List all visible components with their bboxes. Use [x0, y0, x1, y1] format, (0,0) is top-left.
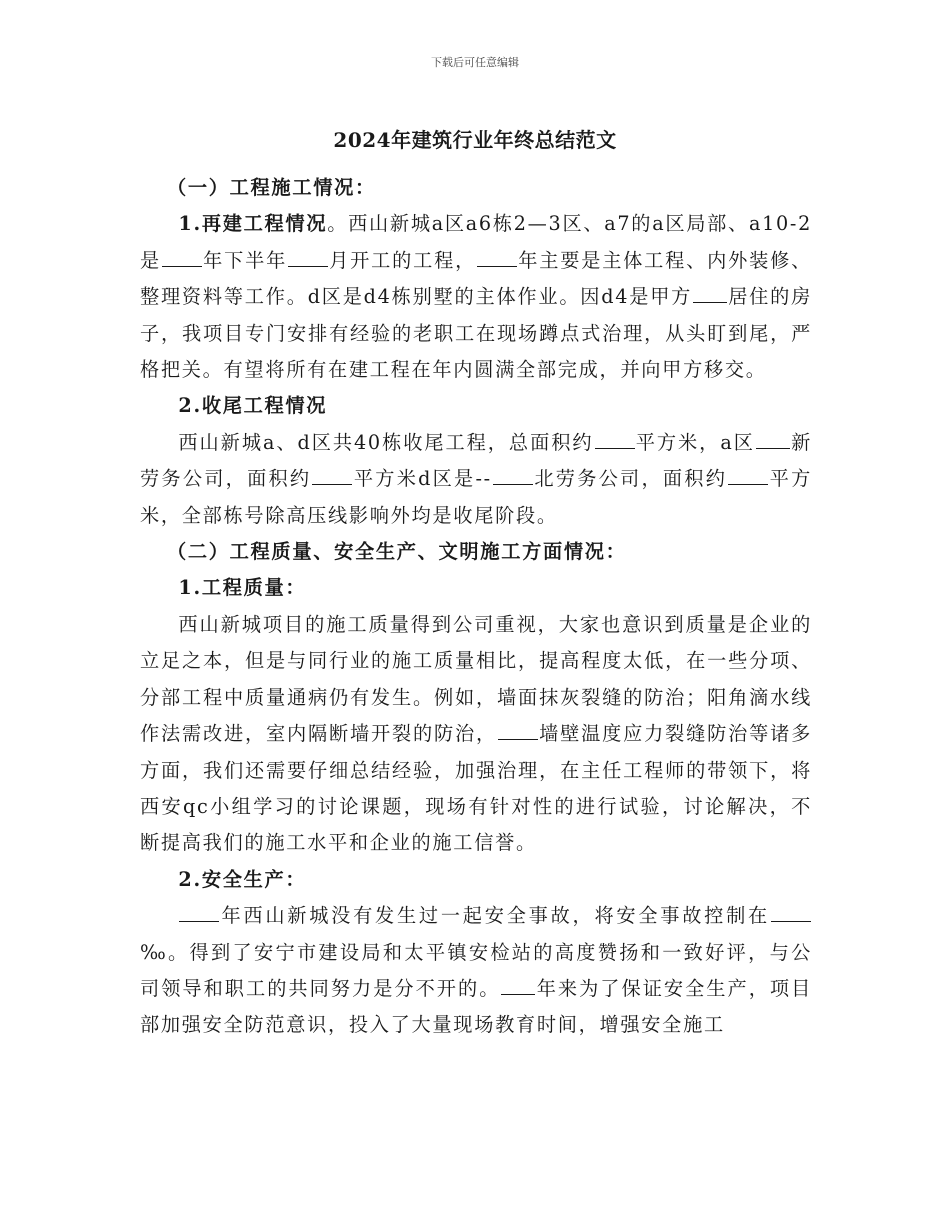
paragraph-text: 月开工的工程，	[329, 248, 477, 272]
paragraph-text: 墙壁温度应力裂缝防治等诸多方面，我们还需要仔细总结经验，加强治理，在主任工程师的带领下，将西安qc小组学习的讨论课题，现场有针对性的进行试验，讨论解决，不断提高我们的施工水平和企业的施工信誉。	[140, 722, 812, 855]
blank-line	[693, 285, 727, 303]
paragraph-closing-works	[140, 425, 812, 534]
paragraph-text: 北劳务公司，面积约	[533, 467, 728, 491]
blank-line	[179, 904, 219, 922]
section-heading-2: （二）工程质量、安全生产、文明施工方面情况：	[167, 540, 627, 564]
paragraph-text: 西山新城项目的施工质量得到公司重视，大家也意识到质量是企业的立足之本，但是与同行业的施工质量相比，提高程度太低，在一些分项、分部工程中质量通病仍有发生。例如，墙面抹灰裂缝的防治；阳角滴水线作法需改进，室内隔断墙开裂的防治，	[140, 612, 812, 746]
paragraph-text: 平方米，a区	[635, 430, 755, 454]
blank-line	[595, 431, 635, 449]
document-body	[140, 170, 812, 1044]
paragraph-text: 平方米，全部栋号除高压线影响外均是收尾阶段。	[140, 467, 812, 527]
subheading-quality: 1.工程质量：	[178, 576, 307, 600]
section-heading-1: （一）工程施工情况：	[167, 176, 376, 199]
blank-line	[477, 249, 517, 267]
blank-line	[162, 249, 202, 267]
paragraph-lead-heading: 1.再建工程情况	[178, 212, 328, 236]
paragraph-text: 年下半年	[203, 248, 288, 272]
blank-line	[756, 431, 790, 449]
paragraph-text: 年西山新城没有发生过一起安全事故，将安全事故控制在	[220, 904, 770, 928]
paragraph-text: 西山新城a、d区共40栋收尾工程，总面积约	[178, 430, 594, 454]
blank-line	[493, 467, 533, 485]
blank-line	[498, 722, 538, 740]
paragraph-text: 。西山新城a区a6栋2—3区、a7的a区局部、a10-2是	[140, 212, 812, 272]
blank-line	[501, 977, 535, 995]
document-title: 2024年建筑行业年终总结范文	[333, 128, 617, 152]
paragraph-text: 年来为了保证安全生产，项目部加强安全防范意识，投入了大量现场教育时间，增强安全施工	[140, 976, 812, 1037]
paragraph-text: 年主要是主体工程、内外装修、整理资料等工作。d区是d4栋别墅的主体作业。因d4是甲方	[140, 248, 812, 309]
blank-line	[288, 249, 328, 267]
blank-line	[771, 904, 811, 922]
blank-line	[728, 467, 768, 485]
paragraph-text: 居住的房子，我项目专门安排有经验的老职工在现场蹲点式治理，从头盯到尾，严格把关。有望将所有在建工程在年内圆满全部完成，并向甲方移交。	[140, 285, 812, 382]
paragraph-text: 新劳务公司，面积约	[140, 430, 813, 491]
paragraph-safety	[140, 898, 812, 1044]
subheading-safety: 2.安全生产：	[178, 867, 307, 891]
header-note: 下载后可任意编辑	[431, 56, 519, 69]
paragraph-construction-in-progress	[140, 206, 812, 388]
blank-line	[312, 467, 352, 485]
subheading-closing-works: 2.收尾工程情况	[178, 394, 328, 418]
paragraph-quality	[140, 607, 812, 862]
paragraph-text: 平方米d区是--	[353, 467, 492, 491]
paragraph-text: ‰。得到了安宁市建设局和太平镇安检站的高度赞扬和一致好评，与公司领导和职工的共同努力是分不开的。	[140, 940, 812, 1000]
